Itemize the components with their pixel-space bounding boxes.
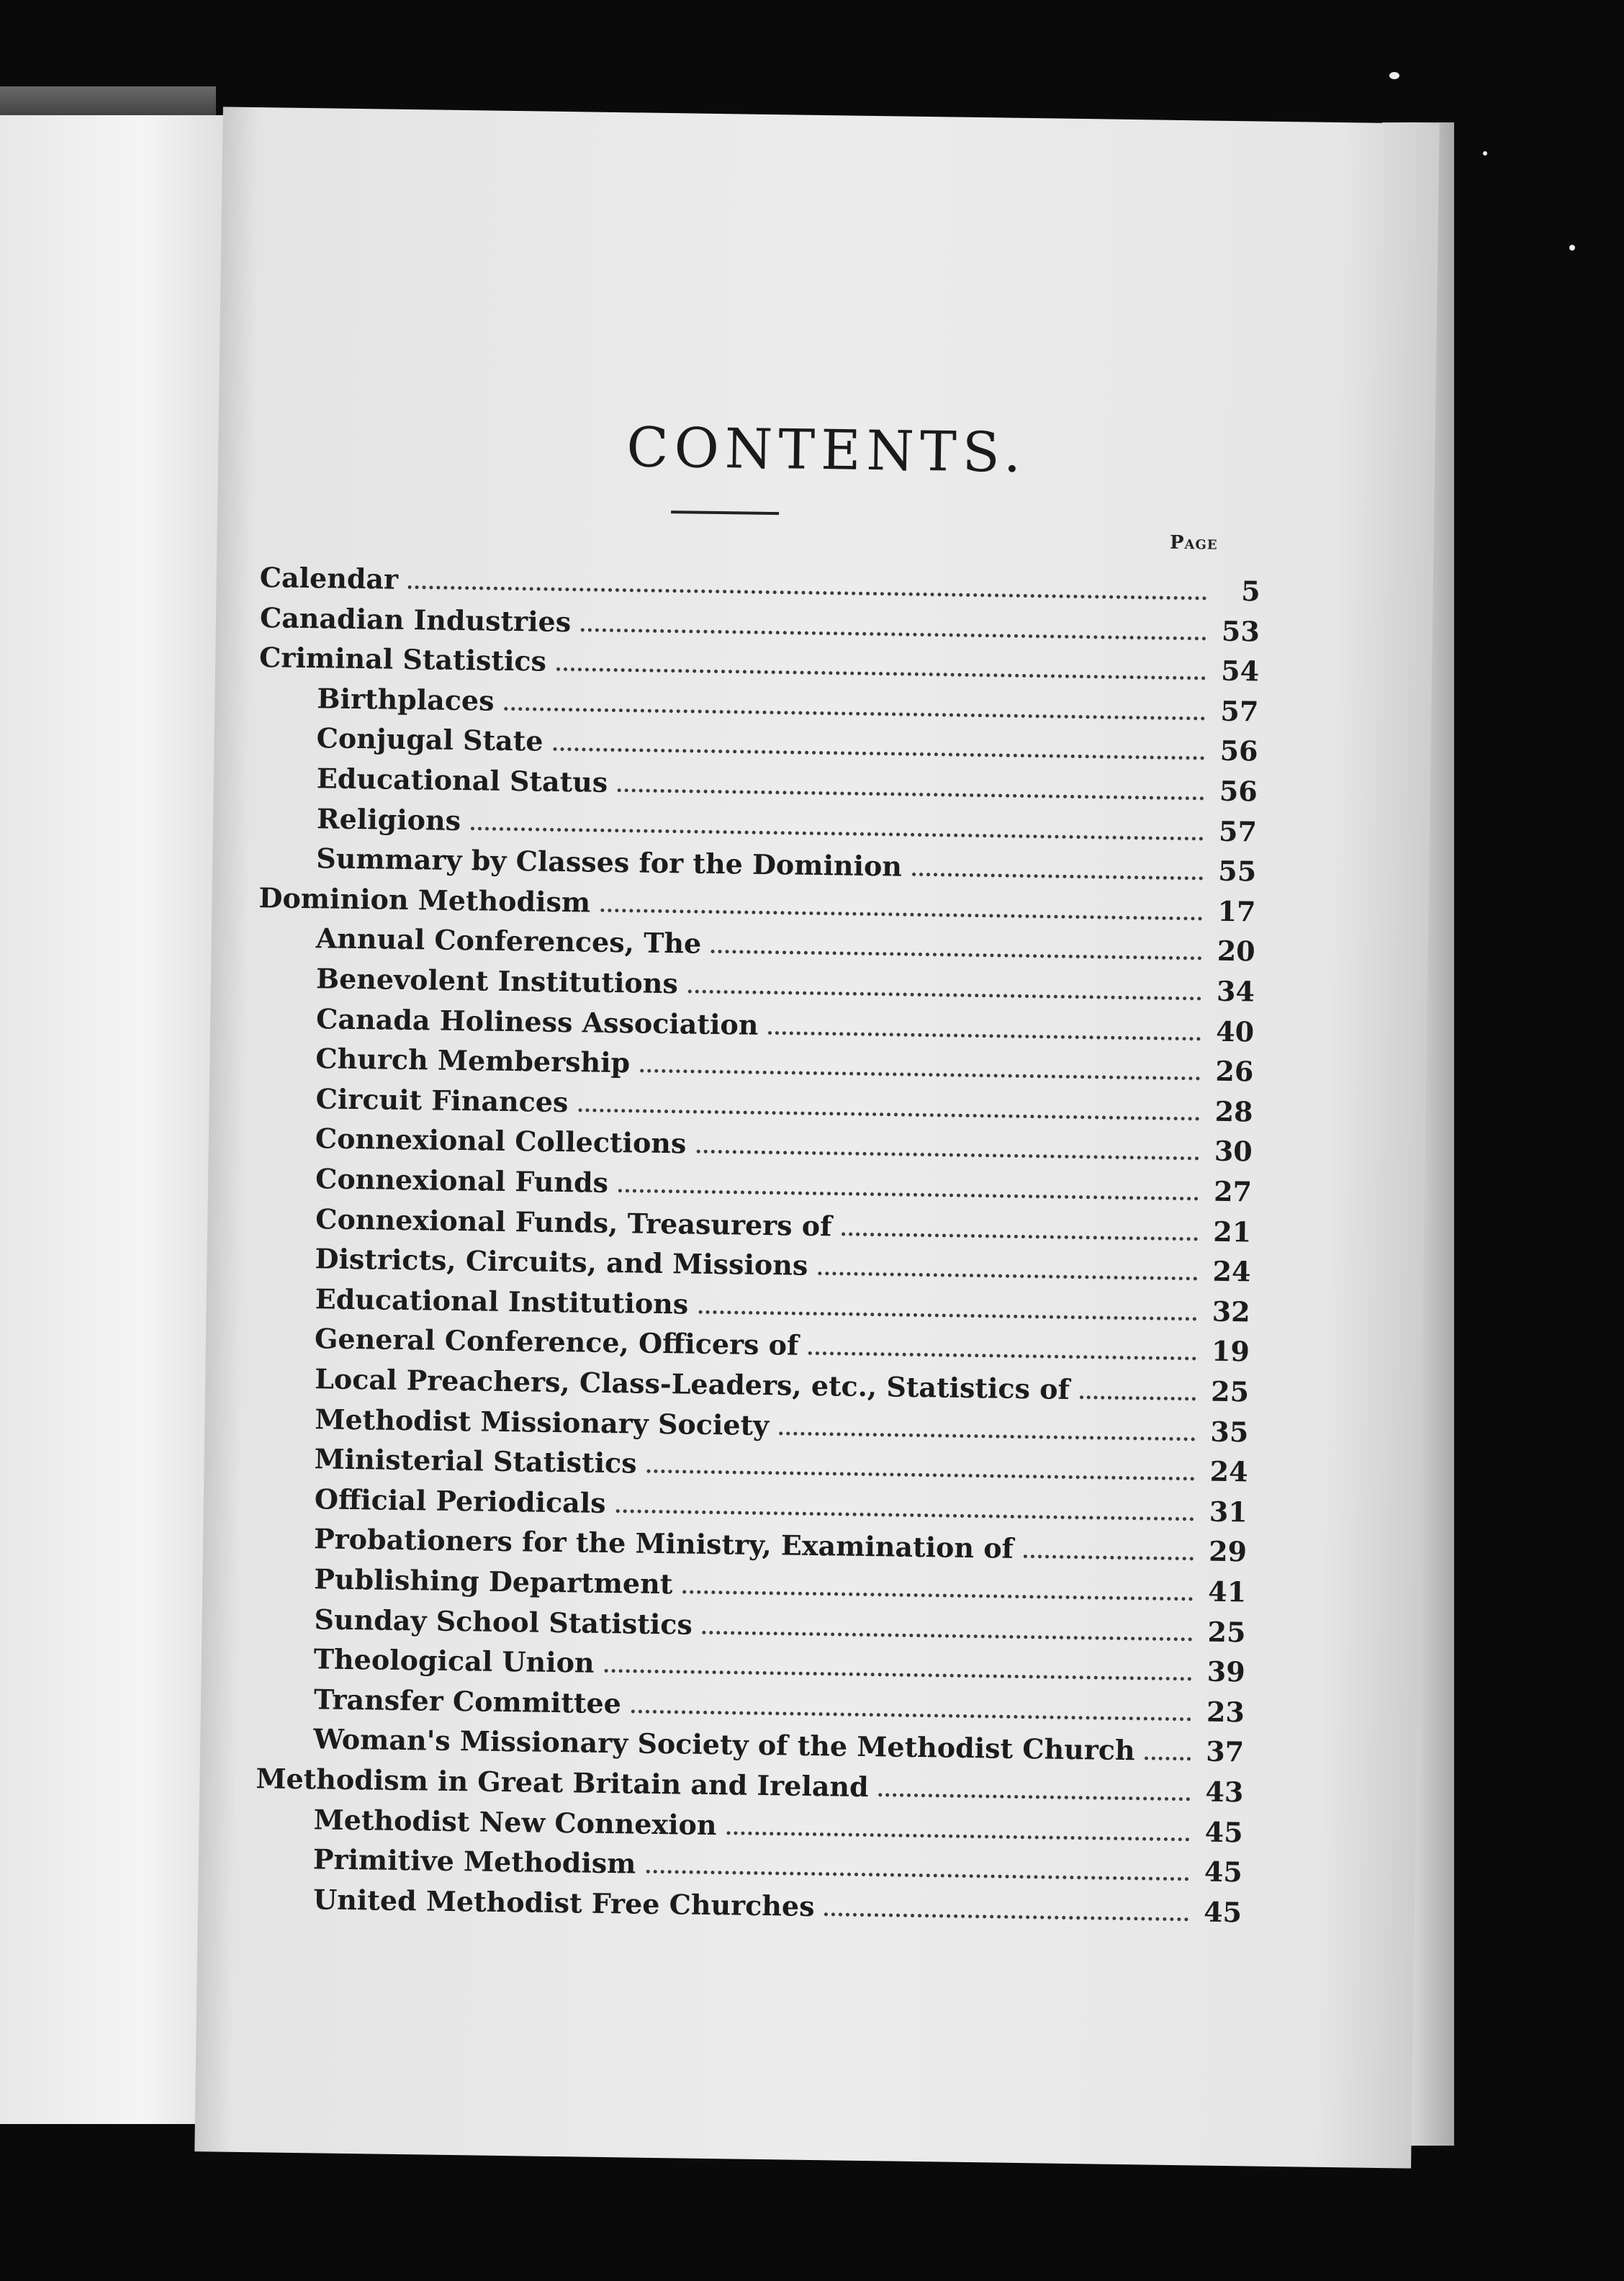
- toc-entry-label: Annual Conferences, The: [315, 922, 702, 960]
- toc-entry-page-number: 31: [1209, 1495, 1248, 1529]
- toc-entry-label: Districts, Circuits, and Missions: [315, 1242, 808, 1282]
- toc-entry-page-number: 17: [1217, 894, 1256, 928]
- dust-speck: [1389, 72, 1399, 79]
- toc-entry-label: Sunday School Statistics: [314, 1603, 693, 1641]
- dot-leader: [824, 1912, 1188, 1921]
- toc-entry-label: Benevolent Institutions: [315, 962, 679, 1000]
- toc-entry-label: Transfer Committee: [313, 1683, 622, 1720]
- toc-entry-label: Ministerial Statistics: [314, 1442, 637, 1480]
- toc-entry-label: Dominion Methodism: [258, 881, 591, 919]
- toc-entry-label: Religions: [316, 802, 461, 837]
- toc-entry-page-number: 41: [1208, 1575, 1247, 1609]
- toc-entry-page-number: 53: [1221, 614, 1260, 648]
- toc-entry-page-number: 28: [1214, 1094, 1253, 1128]
- toc-entry-page-number: 57: [1220, 694, 1259, 728]
- toc-entry-page-number: 20: [1217, 934, 1255, 968]
- toc-entry-page-number: 45: [1204, 1855, 1243, 1889]
- toc-entry-page-number: 40: [1215, 1014, 1255, 1048]
- toc-entry-label: Canada Holiness Association: [315, 1002, 759, 1041]
- toc-entry-page-number: 37: [1205, 1735, 1245, 1768]
- dust-speck: [1569, 245, 1575, 251]
- toc-entry-page-number: 56: [1219, 734, 1258, 768]
- page-title: CONTENTS.: [626, 415, 1027, 485]
- toc-entry-page-number: 27: [1213, 1174, 1253, 1208]
- dot-leader: [1145, 1756, 1191, 1760]
- toc-entry-page-number: 32: [1212, 1295, 1250, 1328]
- toc-entry-label: Conjugal State: [316, 721, 543, 757]
- toc-entry-page-number: 24: [1209, 1454, 1248, 1488]
- toc-entry-label: Birthplaces: [317, 682, 495, 717]
- toc-entry-label: Methodism in Great Britain and Ireland: [256, 1762, 870, 1804]
- toc-entry-label: Connexional Funds, Treasurers of: [315, 1202, 832, 1243]
- toc-entry-label: Publishing Department: [314, 1562, 673, 1601]
- toc-entry-page-number: 39: [1206, 1655, 1246, 1688]
- dot-leader: [879, 1793, 1191, 1801]
- dot-leader: [1024, 1555, 1194, 1560]
- dot-leader: [808, 1351, 1196, 1361]
- toc-entry-page-number: 43: [1205, 1775, 1244, 1809]
- toc-entry-label: Church Membership: [315, 1042, 631, 1079]
- page-column-heading: Page: [1169, 531, 1218, 554]
- toc-entry-label: Methodist New Connexion: [313, 1803, 717, 1842]
- toc-entry-page-number: 26: [1215, 1054, 1254, 1088]
- toc-entry-page-number: 45: [1203, 1895, 1242, 1929]
- toc-entry-page-number: 45: [1204, 1815, 1243, 1849]
- toc-entry-page-number: 57: [1218, 814, 1258, 848]
- toc-entry-page-number: 25: [1207, 1615, 1246, 1649]
- toc-entry-page-number: 54: [1220, 654, 1260, 688]
- toc-entry-label: Theological Union: [313, 1642, 595, 1679]
- toc-entry-label: Criminal Statistics: [258, 641, 547, 678]
- toc-entry-page-number: 24: [1212, 1254, 1251, 1288]
- toc-entry-label: Summary by Classes for the Dominion: [316, 842, 903, 883]
- toc-entry-label: Educational Institutions: [315, 1282, 689, 1321]
- toc-entry-label: Woman's Missionary Society of the Methodist Church: [312, 1722, 1135, 1767]
- toc-entry-page-number: 19: [1211, 1334, 1250, 1368]
- toc-entry-label: Official Periodicals: [314, 1483, 606, 1519]
- table-of-contents: [217, 550, 1433, 1929]
- toc-entry-label: Connexional Funds: [315, 1162, 609, 1199]
- toc-entry-label: Local Preachers, Class-Leaders, etc., Statistics of: [314, 1362, 1070, 1405]
- dot-leader: [818, 1272, 1197, 1280]
- toc-entry-label: Calendar: [259, 561, 399, 595]
- toc-entry-page-number: 56: [1219, 774, 1258, 808]
- dust-speck: [1483, 151, 1487, 156]
- toc-entry-page-number: 21: [1213, 1215, 1252, 1249]
- dot-leader: [912, 873, 1203, 881]
- toc-entry-label: General Conference, Officers of: [314, 1322, 799, 1362]
- toc-entry-page-number: 30: [1214, 1134, 1253, 1168]
- toc-entry-label: United Methodist Free Churches: [312, 1883, 815, 1923]
- toc-entry-label: Primitive Methodism: [312, 1843, 636, 1880]
- contents-page: [194, 107, 1439, 2168]
- toc-entry-label: Circuit Finances: [315, 1082, 569, 1119]
- toc-entry-page-number: 5: [1240, 575, 1260, 608]
- dot-leader: [1080, 1395, 1196, 1400]
- toc-entry-page-number: 55: [1218, 854, 1257, 888]
- toc-entry-label: Probationers for the Ministry, Examination of: [313, 1522, 1014, 1565]
- toc-entry-label: Canadian Industries: [259, 601, 572, 639]
- toc-entry-page-number: 23: [1206, 1695, 1245, 1729]
- toc-entry-page-number: 35: [1210, 1415, 1249, 1449]
- toc-entry-page-number: 25: [1210, 1375, 1250, 1408]
- toc-entry-label: Connexional Collections: [315, 1122, 687, 1160]
- title-rule: [671, 510, 779, 515]
- toc-entry-label: Educational Status: [316, 762, 608, 798]
- toc-entry-page-number: 29: [1208, 1534, 1248, 1568]
- toc-entry-label: Methodist Missionary Society: [315, 1403, 770, 1442]
- toc-entry-page-number: 34: [1216, 974, 1255, 1008]
